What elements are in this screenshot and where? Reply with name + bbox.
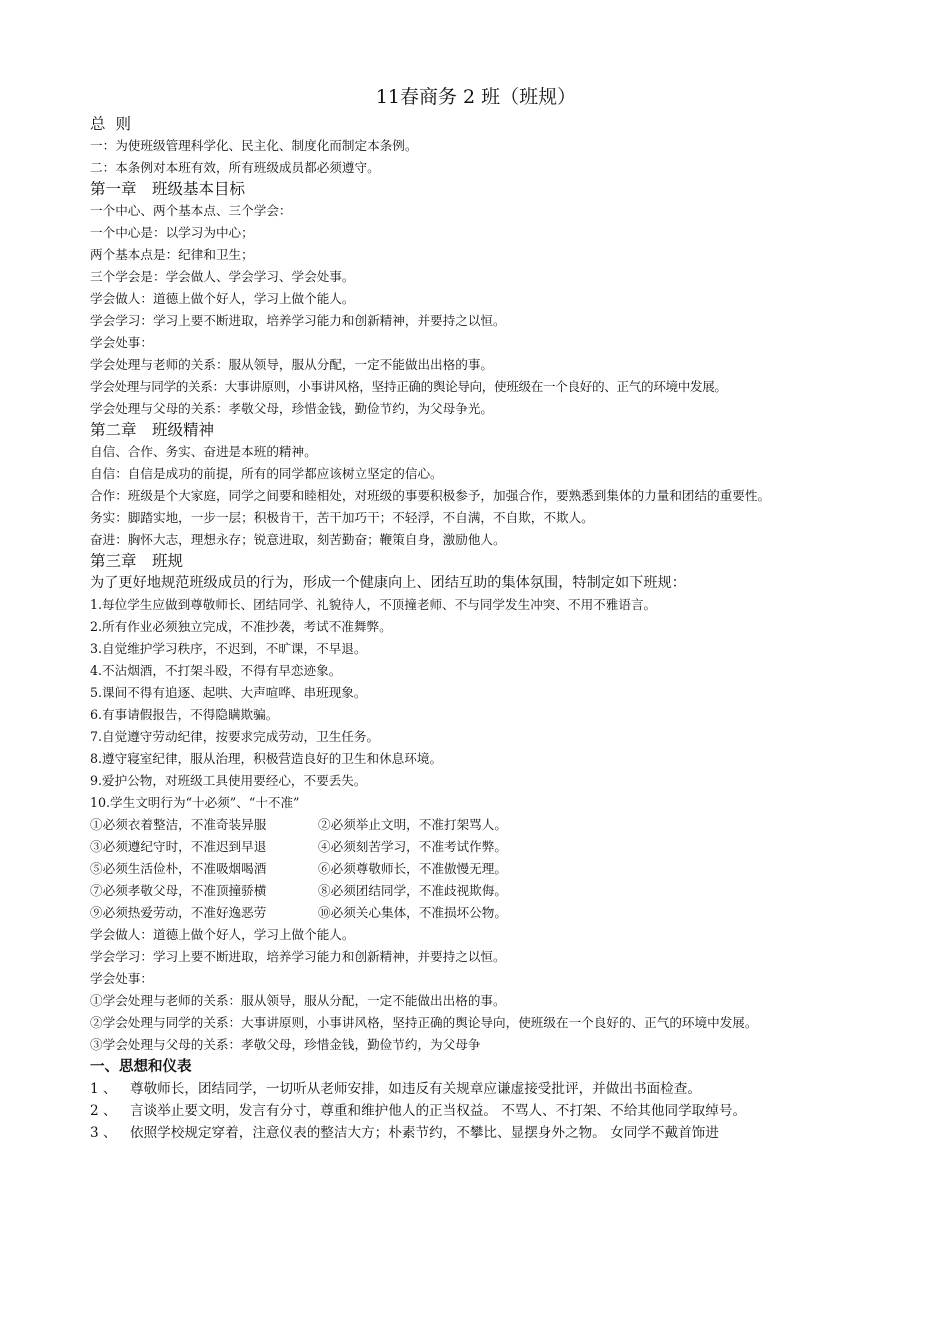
chapter1-line: 三个学会是：学会做人、学会学习、学会处事。 <box>90 269 355 284</box>
must-rule: ②必须举止文明，不准打架骂人。 <box>318 817 507 832</box>
rule-item: 9.爱护公物，对班级工具使用要经心，不要丢失。 <box>90 773 367 788</box>
must-rule: ⑨必须热爱劳动，不准好逸恶劳 <box>90 905 267 920</box>
chapter2-line: 奋进：胸怀大志，理想永存；锐意进取，刻苦勤奋；鞭策自身，激励他人。 <box>90 532 506 547</box>
chapter2-line: 自信、合作、务实、奋进是本班的精神。 <box>90 444 317 459</box>
chapter3-line: 学会做人：道德上做个好人，学习上做个能人。 <box>90 927 355 942</box>
general-line: 一：为使班级管理科学化、民主化、制度化而制定本条例。 <box>90 138 418 153</box>
general-heading: 总则 <box>90 115 142 133</box>
chapter3-line: ②学会处理与同学的关系：大事讲原则，小事讲风格，坚持正确的舆论导向，使班级在一个良好的、正气的环境中发展。 <box>90 1015 758 1030</box>
section1-item <box>90 1123 862 1144</box>
chapter2-line: 务实：脚踏实地，一步一层；积极肯干，苦干加巧干；不轻浮，不自满，不自欺，不欺人。 <box>90 510 594 525</box>
chapter3-heading: 第三章 班规 <box>90 552 184 570</box>
chapter2-line: 合作：班级是个大家庭，同学之间要和睦相处，对班级的事要积极参予，加强合作，要熟悉到集体的力量和团结的重要性。 <box>90 488 771 503</box>
general-line: 二：本条例对本班有效，所有班级成员都必须遵守。 <box>90 160 380 175</box>
chapter3-intro: 为了更好地规范班级成员的行为，形成一个健康向上、团结互助的集体氛围，特制定如下班规： <box>90 575 686 591</box>
must-rule: ⑦必须孝敬父母，不准顶撞骄横 <box>90 883 267 898</box>
must-rule: ⑩必须关心集体，不准损坏公物。 <box>318 905 507 920</box>
chapter1-line: 学会做人：道德上做个好人，学习上做个能人。 <box>90 291 355 306</box>
rule-item: 4.不沾烟酒，不打架斗殴，不得有早恋迹象。 <box>90 663 342 678</box>
must-rule-pair <box>90 858 862 880</box>
must-rule-pair <box>90 836 862 858</box>
must-rule: ⑧必须团结同学，不准歧视欺侮。 <box>318 883 507 898</box>
chapter1-line: 学会学习：学习上要不断进取，培养学习能力和创新精神，并要持之以恒。 <box>90 313 506 328</box>
rule-item: 10.学生文明行为“十必须”、“十不准” <box>90 795 300 810</box>
chapter3-line: 学会处事： <box>90 971 153 986</box>
rule-item: 7.自觉遵守劳动纪律，按要求完成劳动，卫生任务。 <box>90 729 380 744</box>
rule-item: 5.课间不得有追逐、起哄、大声喧哗、串班现象。 <box>90 685 367 700</box>
section1-item <box>90 1079 862 1100</box>
rule-item: 3.自觉维护学习秩序，不迟到，不旷课，不早退。 <box>90 641 367 656</box>
chapter3-line: ①学会处理与老师的关系：服从领导，服从分配，一定不能做出出格的事。 <box>90 993 506 1008</box>
item-text: 尊敬师长，团结同学，一切听从老师安排，如违反有关规章应谦虚接受批评，并做出书面检查。 <box>130 1081 701 1097</box>
chapter1-line: 学会处理与父母的关系：孝敬父母，珍惜金钱，勤俭节约，为父母争光。 <box>90 401 493 416</box>
chapter2-line: 自信：自信是成功的前提，所有的同学都应该树立坚定的信心。 <box>90 466 443 481</box>
chapter1-line: 学会处事： <box>90 335 153 350</box>
chapter1-line: 学会处理与老师的关系：服从领导，服从分配，一定不能做出出格的事。 <box>90 357 493 372</box>
item-text: 言谈举止要文明，发言有分寸，尊重和维护他人的正当权益。 不骂人、不打架、不给其他同学取绰号。 <box>130 1103 747 1119</box>
chapter1-line: 两个基本点是：纪律和卫生； <box>90 247 254 262</box>
chapter1-line: 学会处理与同学的关系：大事讲原则，小事讲风格，坚持正确的舆论导向，使班级在一个良好的、正气的环境中发展。 <box>90 379 727 394</box>
chapter3-line: 学会学习：学习上要不断进取，培养学习能力和创新精神，并要持之以恒。 <box>90 949 506 964</box>
section1-heading: 一、思想和仪表 <box>90 1058 192 1075</box>
must-rule-pair <box>90 902 862 924</box>
must-rule: ⑥必须尊敬师长，不准傲慢无理。 <box>318 861 507 876</box>
section1-item <box>90 1101 862 1122</box>
chapter1-line: 一个中心、两个基本点、三个学会： <box>90 203 292 218</box>
must-rule-pair <box>90 880 862 902</box>
rule-item: 8.遵守寝室纪律，服从治理，积极营造良好的卫生和休息环境。 <box>90 751 443 766</box>
item-number: 3 、 <box>90 1125 117 1141</box>
chapter2-heading: 第二章 班级精神 <box>90 421 215 439</box>
must-rule-pair <box>90 814 862 836</box>
chapter1-line: 一个中心是：以学习为中心； <box>90 225 254 240</box>
item-number: 1 、 <box>90 1081 117 1097</box>
rule-item: 2.所有作业必须独立完成，不准抄袭，考试不准舞弊。 <box>90 619 392 634</box>
rule-item: 1.每位学生应做到尊敬师长、团结同学、礼貌待人，不顶撞老师、不与同学发生冲突、不用不雅语言。 <box>90 597 657 612</box>
item-number: 2 、 <box>90 1103 117 1119</box>
must-rule: ⑤必须生活俭朴，不准吸烟喝酒 <box>90 861 267 876</box>
item-text: 依照学校规定穿着，注意仪表的整洁大方；朴素节约，不攀比、显摆身外之物。 女同学不戴首饰进 <box>130 1125 719 1141</box>
must-rule: ④必须刻苦学习，不准考试作弊。 <box>318 839 507 854</box>
must-rule: ③必须遵纪守时，不准迟到早退 <box>90 839 267 854</box>
chapter3-line: ③学会处理与父母的关系：孝敬父母，珍惜金钱，勤俭节约，为父母争 <box>90 1037 481 1052</box>
chapter1-heading: 第一章 班级基本目标 <box>90 180 246 198</box>
page-title: 11春商务 2 班（班规） <box>375 86 577 108</box>
must-rule: ①必须衣着整洁，不准奇装异服 <box>90 817 267 832</box>
rule-item: 6.有事请假报告，不得隐瞒欺骗。 <box>90 707 279 722</box>
